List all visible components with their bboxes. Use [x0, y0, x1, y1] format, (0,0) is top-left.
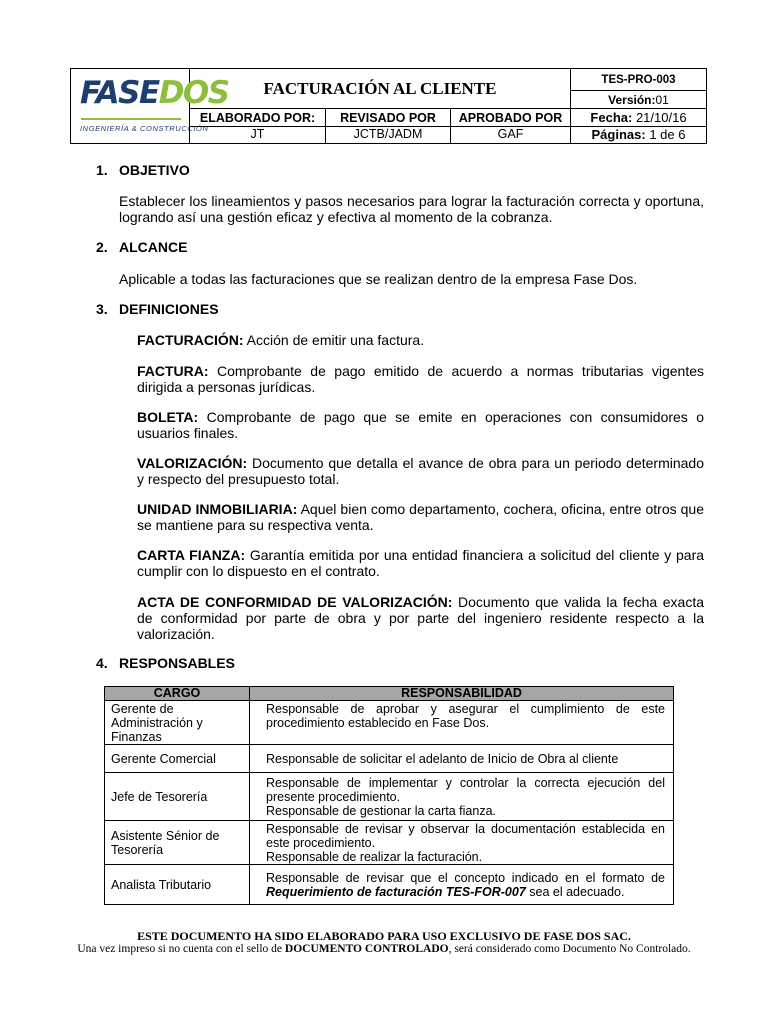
revisado-value: JCTB/JADM [326, 127, 451, 143]
responsabilidad-cell: Responsable de solicitar el adelanto de Inicio de Obra al cliente [250, 745, 674, 773]
cargo-cell: Gerente Comercial [105, 745, 250, 773]
section-heading-responsables: 4. RESPONSABLES [96, 655, 235, 671]
table-row [105, 773, 674, 821]
cargo-cell: Jefe de Tesorería [105, 773, 250, 821]
cargo-cell: Analista Tributario [105, 865, 250, 905]
document-pages: Páginas: 1 de 6 [591, 127, 686, 142]
column-header-responsabilidad: RESPONSABILIDAD [250, 687, 674, 701]
footer-notice: ESTE DOCUMENTO HA SIDO ELABORADO PARA USO EXCLUSIVO DE FASE DOS SAC. [137, 929, 631, 943]
footer-disclaimer: Una vez impreso si no cuenta con el sello de DOCUMENTO CONTROLADO, será considerado como Documento No Controlado. [77, 943, 691, 955]
responsabilidad-cell: Responsable de implementar y controlar la correcta ejecución del presente procedimiento. Responsable de gestionar la carta fianza. [250, 773, 674, 821]
section-heading-definiciones: 3. DEFINICIONES [96, 301, 219, 317]
section-heading-alcance: 2. ALCANCE [96, 239, 188, 255]
definition-item: CARTA FIANZA: Garantía emitida por una entidad financiera a solicitud del cliente y para cumplir con lo dispuesto en el contrato. [137, 547, 705, 579]
table-row [105, 865, 674, 905]
definition-item: ACTA DE CONFORMIDAD DE VALORIZACIÓN: Documento que valida la fecha exacta de conformidad por parte de obra y por parte del ingeniero residente respecto a la valorización. [137, 594, 705, 642]
logo-tagline: INGENIERÍA & CONSTRUCCIÓN [80, 124, 209, 133]
aprobado-value: GAF [451, 127, 571, 143]
document-header [70, 68, 707, 144]
document-version: Versión:01 [571, 91, 706, 109]
company-logo [71, 69, 229, 143]
table-row [105, 745, 674, 773]
cargo-cell: Gerente de Administración y Finanzas [105, 701, 250, 745]
definition-item: FACTURACIÓN: Acción de emitir una factura. [137, 332, 425, 348]
aprobado-label: APROBADO POR [451, 109, 571, 127]
column-header-cargo: CARGO [105, 687, 250, 701]
responsabilidad-cell: Responsable de revisar y observar la documentación establecida en este procedimiento. Responsable de realizar la facturación. [250, 821, 674, 865]
section-heading-objetivo: 1. OBJETIVO [96, 162, 190, 178]
document-title: FACTURACIÓN AL CLIENTE [190, 69, 571, 109]
definition-item: UNIDAD INMOBILIARIA: Aquel bien como departamento, cochera, oficina, entre otros que se mantiene para su respectiva venta. [137, 501, 704, 533]
document-code: TES-PRO-003 [571, 69, 706, 91]
responsabilidad-cell: Responsable de aprobar y asegurar el cumplimiento de este procedimiento establecido en Fase Dos. [250, 701, 674, 745]
definition-item: FACTURA: Comprobante de pago emitido de acuerdo a normas tributarias vigentes dirigida a personas jurídicas. [137, 363, 704, 395]
table-row [105, 701, 674, 745]
table-row [105, 821, 674, 865]
elaborado-label: ELABORADO POR: [190, 109, 326, 127]
cargo-cell: Asistente Sénior de Tesorería [105, 821, 250, 865]
definition-item: BOLETA: Comprobante de pago que se emite en operaciones con consumidores o usuarios finales. [137, 409, 704, 441]
elaborado-value: JT [190, 127, 326, 143]
logo-wordmark: FASEDOS [80, 75, 229, 111]
objetivo-text: Establecer los lineamientos y pasos necesarios para lograr la facturación correcta y oportuna, logrando así una gestión eficaz y efectiva al momento de la cobranza. [119, 193, 704, 225]
document-date: Fecha: 21/10/16 [571, 109, 706, 127]
logo-underline [81, 118, 181, 120]
table-header-row [105, 687, 674, 701]
alcance-text: Aplicable a todas las facturaciones que se realizan dentro de la empresa Fase Dos. [119, 271, 638, 287]
responsabilidad-cell: Responsable de revisar que el concepto indicado en el formato de Requerimiento de facturación TES-FOR-007 sea el adecuado. [250, 865, 674, 905]
responsibilities-table [104, 686, 674, 905]
revisado-label: REVISADO POR [326, 109, 451, 127]
definition-item: VALORIZACIÓN: Documento que detalla el avance de obra para un periodo determinado y respecto del presupuesto total. [137, 455, 705, 487]
